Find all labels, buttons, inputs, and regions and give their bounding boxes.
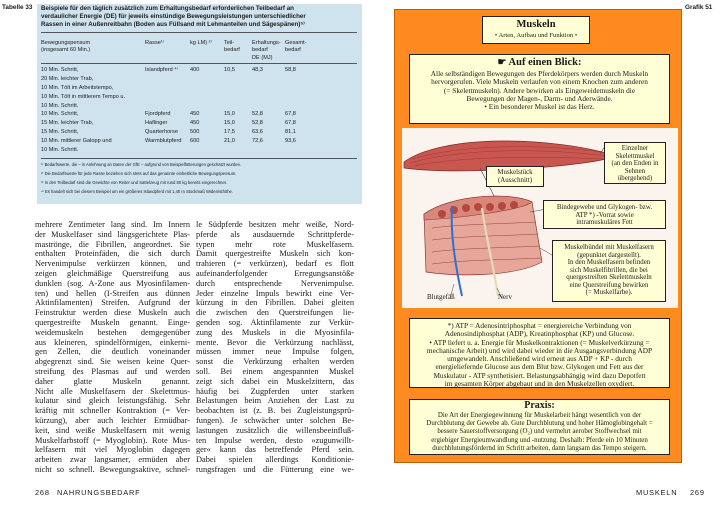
text-line: arbeiten zwar langsamer, ermüden aber xyxy=(35,455,190,465)
label-glycogen: Bindegewebe und Glykogen- bzw. ATP *) -Vorrat sowie intramuskuläres Fett xyxy=(543,200,666,229)
text-line: der Muskelfaser sind längsgerichtete Plas- xyxy=(35,229,190,239)
text-line: trahieren (= verkürzen), bedarf es flott xyxy=(196,259,354,269)
header-teilbedarf: Teil- bedarf xyxy=(224,40,240,54)
text-line: gen Zellen, die deutlich voneinander xyxy=(35,347,190,357)
label-muscle-piece: Muskelstück (Ausschnitt) xyxy=(486,166,544,187)
footnote: ²⁾ Die Bedarfswerte für jede Rasse beziehen sich stets auf das genannte einheitliche Bewegungspensum. xyxy=(41,171,237,176)
text-line: genden sog. Aktinfilamente zur Verkür- xyxy=(196,317,354,327)
table-row: 10 Min. Tölt in mittlerem Tempo u. xyxy=(41,93,126,100)
table-row: 10 Min. Schritt. xyxy=(41,147,79,154)
table-label: Tabelle 33 xyxy=(2,4,33,11)
text-line: keit, sind weiße Muskelfasern mit wenig xyxy=(35,425,190,435)
text-line: lastungen zusätzlich die willensbeeinfluß- xyxy=(196,425,354,435)
header-pensum: Bewegungspensum (insgesamt 60 Min.) xyxy=(41,40,91,54)
text-line: die zwischen den Querstreifungen lie- xyxy=(196,308,354,318)
folio-left-title: NAHRUNGSBEDARF xyxy=(57,488,141,497)
text-line: fungen). Je schwächer unter solchen Be- xyxy=(196,415,354,425)
header-gesamtbedarf: Gesamt- bedarf xyxy=(285,40,307,54)
text-line: typen mehr rote Muskelfasern. xyxy=(196,239,354,249)
text-line: durch entsprechende Nervenimpulse. xyxy=(196,278,354,288)
atp-info-box: *) ATP = Adenosintriphosphat = energiereiche Verbindung von Adenosindiphosphat (ADP), Kreatinphosphat (KP) und Glucose. • ATP liefert u. a. Energie für Muskelkontraktionen (= Muskelverkürzung = mechanische Arbeit) und wird dabei wieder in die Ausgangsverbindung ADP umgewandelt. Anschließend wird erneut aus ADP + KP - durch energieliefernde Glucose aus dem Blut bzw. Glykogen und Fett aus der Muskulatur - ATP synthetisiert. Belastungsabhängig wird dazu Depotfett im gesamten Körper abgebaut und in den Muskelzellen oxydiert. xyxy=(409,318,670,388)
text-line: le Südpferde besitzen mehr weiße, Nord- xyxy=(196,220,354,229)
text-line: Belastungen beim Anziehen der Last zu xyxy=(196,396,354,406)
text-line: abgegrenzt sind. Sie weisen keine Quer- xyxy=(35,357,190,367)
text-line: zeigt sich dabei ein Muskelzittern, das xyxy=(196,376,354,386)
footnote: ¹⁾ Bedarfswerte, die – in Anlehnung an Daten der GfE – aufgrund von Beispielfütterungen geschätzt wurden. xyxy=(41,162,242,167)
text-line: dunklen (sog. A-Zone aus Myosinfilamen- xyxy=(35,278,190,288)
text-line: pferde als ausdauernde Schrittpferde- xyxy=(196,229,354,239)
table-row: 15 Min. leichter Trab, Haflinger 450 15,0 52,8 67,8 xyxy=(41,120,296,127)
label-blood-vessel: Blutgefäß xyxy=(427,293,455,301)
table-row: 20 Min. leichter Trab, xyxy=(41,75,94,82)
text-line: ten) und hellen (I-Streifen aus dünnen xyxy=(35,288,190,298)
table-title: Beispiele für den täglich zusätzlich zum Erhaltungsbedarf erforderlichen Teilbedarf an verdaulicher Energie (DE) für jeweils einstündige Bewegungsleistungen unterschiedlicher Rassen in einer Außenreitbahn (Boden aus Füllsand mit Lehmanteilen und Sägespänen)⁵⁾ xyxy=(41,5,306,29)
text-line: rungsfragen und die Fütterung eine we- xyxy=(196,464,354,474)
footnote: ⁴⁾ Es handelt sich bei diesem Beispiel um ein größeres Islandpferd mit 1,40 m Stockmaß Widerristhöhe. xyxy=(41,189,234,194)
graphic-subtitle: • Arten, Aufbau und Funktion • xyxy=(494,32,578,39)
text-line: nicht so schnell. Bewegungsaktive, schnel- xyxy=(35,464,190,474)
text-line: Jeder einzelne Impuls bewirkt eine Ver- xyxy=(196,288,354,298)
label-nerve: Nerv xyxy=(498,293,512,301)
text-line: kürzung), aber auch leichter Ermüdbar- xyxy=(35,415,190,425)
text-line: soll. Bei einem angespannten Muskel xyxy=(196,366,354,376)
table-body xyxy=(41,66,361,155)
practice-heading: Praxis: xyxy=(524,400,555,411)
header-rasse: Rasse¹⁾ xyxy=(145,40,165,46)
text-line: weidemuskeln bestehen demgegenüber xyxy=(35,327,190,337)
text-line: mente. Bevor die Verkürzung nachlässt, xyxy=(196,337,354,347)
table-row: 10 Min. Schritt. xyxy=(41,102,79,109)
text-line: aus kleineren, spindelförmigen, einkerni- xyxy=(35,337,190,347)
text-line: Feinstruktur werden diese Muskeln auch xyxy=(35,308,190,318)
text-line: aufeinanderfolgender Erregungsanstöße xyxy=(196,268,354,278)
text-line: kräftig mit schneller Kontraktion (= Ver- xyxy=(35,406,190,416)
table-row: 15 Min. Schritt, Quarterhorse 500 17,5 63,6 81,1 xyxy=(41,129,296,136)
overview-heading: ☛ Auf einen Blick: xyxy=(497,57,582,68)
text-line: Muskelfarbstoff (= Myoglobin). Rote Mus- xyxy=(35,435,190,445)
text-line: zeigen gleichmäßige Querstreifung aus xyxy=(35,268,190,278)
title-box xyxy=(482,16,590,44)
practice-box: Praxis: Die Art der Energiegewinnung für Muskelarbeit hängt wesentlich von der Durchblutung der Gewebe ab. Gute Durchblutung und hoher Hämoglobingehalt = bessere Sauerstoffversorgung (O₂) und vermehrt aerober Stoffwechsel mit ergiebiger Energieumwandlung und -nutzung. Deshalb: Pferde ein 10 Minuten durchblutungsfördernd im Schritt arbeiten, dann langsam das Tempo steigern. xyxy=(409,399,670,455)
text-line: zung des Muskels in die Myosinfila- xyxy=(196,327,354,337)
text-line: beobachten ist (z. B. bei Zugleistungsprü- xyxy=(196,406,354,416)
text-line: streifung des Plasmas auf und werden xyxy=(35,366,190,376)
text-line: ten Impulse werden, desto »zugunwillt- xyxy=(196,435,354,445)
body-column-2 xyxy=(196,220,354,475)
folio-right-title: MUSKELN xyxy=(636,488,678,497)
text-line: daher glatte Muskeln genannt. xyxy=(35,376,190,386)
folio-left-number: 268 xyxy=(35,488,50,497)
graphic-label: Grafik 51 xyxy=(685,4,713,11)
text-line: Nervenimpulse verkürzen können, und xyxy=(35,259,190,269)
text-line: mehrere Zentimeter lang sind. Im Innern xyxy=(35,220,190,229)
text-line: ger« kann das betreffende Pferd sein. xyxy=(196,445,354,455)
table-row: 10 Min. Tölt im Arbeitstempo, xyxy=(41,84,114,91)
header-erhaltungsbedarf: Erhaltungs- bedarf DE (MJ) xyxy=(252,40,281,61)
pointing-hand-icon: ☛ xyxy=(497,57,507,68)
text-line: enthalten Proteinfäden, die sich durch xyxy=(35,249,190,259)
label-single-muscle: Einzelner Skelettmuskel (an den Enden in Sehnen übergehend) xyxy=(604,142,666,184)
table-row: 10 Min. Schritt, Islandpferd ⁴⁾ 400 10,5 48,3 58,8 xyxy=(41,67,296,73)
text-line: kürzung in den Fibrillen. Dabei gleiten xyxy=(196,298,354,308)
overview-box: ☛ Auf einen Blick: Alle selbständigen Bewegungen des Pferdekörpers werden durch Muskeln hervorgerufen. Viele Muskeln verlaufen von einem Knochen zum anderen (= Skelettmuskeln). Andere bewirken als Eingeweidemuskeln die Bewegungen der Magen-, Darm- und Aderwände. • Ein besonderer Muskel ist das Herz. xyxy=(409,54,670,124)
header-weight: kg LM) ²⁾ xyxy=(190,40,212,46)
text-line: Dabei spielen allerdings Konditionie- xyxy=(196,455,354,465)
folio-right-number: 269 xyxy=(690,488,705,497)
text-line: kelfasern mit viel Myoglobin dagegen xyxy=(35,445,190,455)
text-line: Nicht alle Muskelfasern der Skelettmus- xyxy=(35,386,190,396)
table-row: 10 Min. mittlerer Galopp und Warmblutpferd 600 21,0 72,6 93,6 xyxy=(41,138,296,145)
text-line: Damit quergestreifte Muskeln sich kon- xyxy=(196,249,354,259)
graphic-title: Muskeln xyxy=(516,19,556,30)
text-line: Aktinfilamenten) Streifen. Aufgrund der xyxy=(35,298,190,308)
text-line: kulatur sind gleich leistungsfähig. Sehr xyxy=(35,396,190,406)
text-line: häufig bei Zugpferden unter starken xyxy=(196,386,354,396)
footnote: ³⁾ In den Teilbedarf sind die Gewichte von Reiter und Sattelzeug mit rund 80 kg bereits eingerechnet. xyxy=(41,180,228,185)
text-line: sonst die Verkürzung erhalten werden xyxy=(196,357,354,367)
text-line: quergestreifte Muskeln genannt. Einge- xyxy=(35,317,190,327)
label-muscle-bundle: Muskelbündel mit Muskelfasern (gepunktet dargestellt). In den Muskelfasern befinden sich Muskelfibrillen, die bei quergestreiften Skelettmuskeln eine Querstreifung bewirken (= Muskelfarbe). xyxy=(552,240,666,302)
text-line: maströnge, die Fibrillen, angeordnet. Sie xyxy=(35,239,190,249)
body-column-1 xyxy=(35,220,190,475)
text-line: müssen immer neue Impulse folgen, xyxy=(196,347,354,357)
table-row: 10 Min. Schritt, Fjordpferd 450 15,0 52,8 67,8 xyxy=(41,111,296,118)
